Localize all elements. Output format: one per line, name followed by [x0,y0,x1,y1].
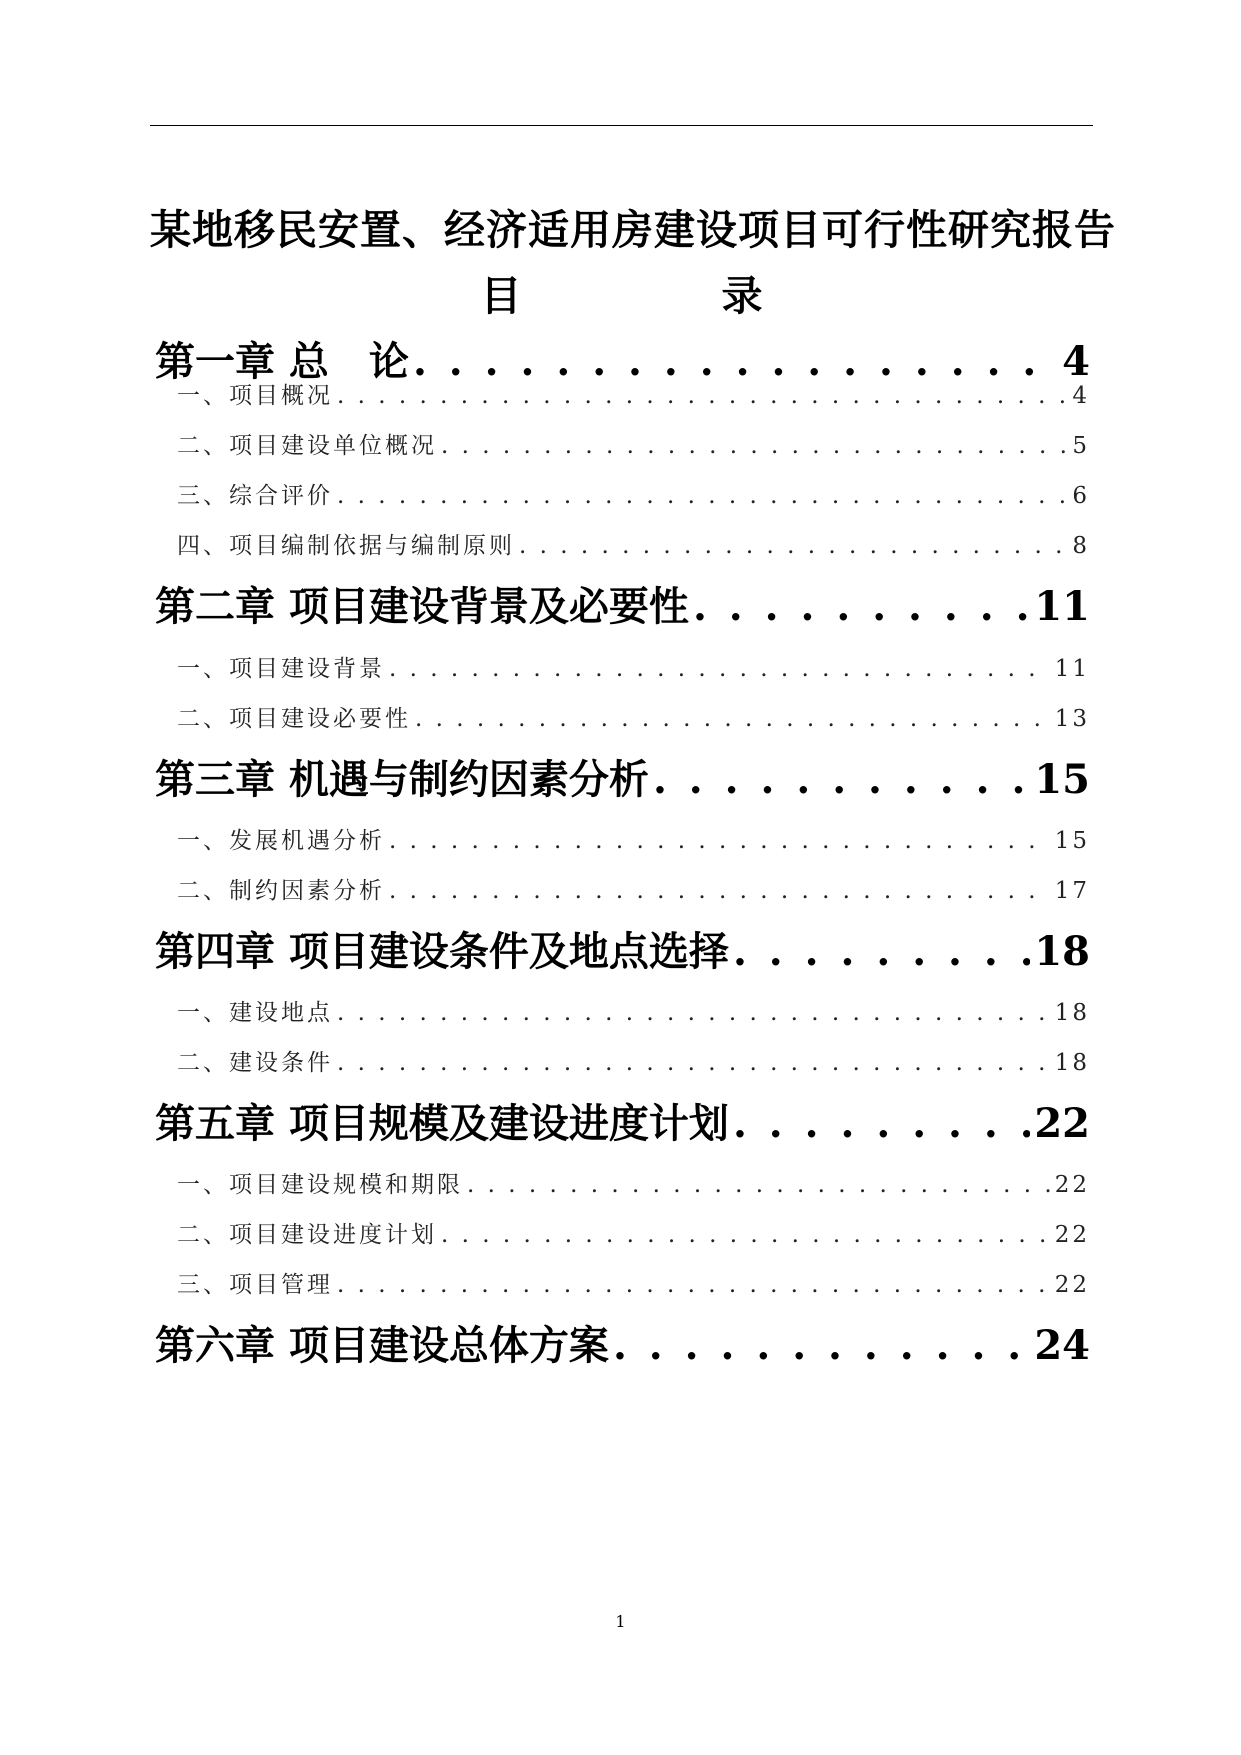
toc-entry-title: 二、建设条件 [177,1050,333,1076]
toc-entry-title: 一、项目建设背景 [177,656,385,682]
toc-chapter-entry[interactable] [155,1092,1090,1148]
toc-entry-title: 三、综合评价 [177,483,333,509]
toc-entry-page: 15 [1034,756,1090,803]
toc-section-entry[interactable] [155,872,1090,906]
toc-section-entry[interactable] [155,1044,1090,1078]
toc-entry-page: 17 [1054,878,1090,904]
toc-entry-title: 第六章 项目建设总体方案 [155,1322,609,1369]
toc-entry-title: 第五章 项目规模及建设进度计划 [155,1100,729,1147]
toc-section-entry[interactable] [155,427,1090,461]
toc-leader-dots [467,1172,1051,1198]
toc-section-entry[interactable] [155,1266,1090,1300]
toc-entry-page: 18 [1054,1050,1090,1076]
toc-entry-title: 二、项目建设进度计划 [177,1222,437,1248]
toc-chapter-entry[interactable] [155,920,1090,976]
toc-leader-dots [733,1100,1030,1147]
toc-section-entry[interactable] [155,994,1090,1028]
toc-leader-dots [441,433,1068,459]
toc-leader-dots [389,828,1051,854]
toc-entry-title: 第四章 项目建设条件及地点选择 [155,928,729,975]
toc-leader-dots [415,706,1051,732]
toc-leader-dots [337,383,1068,409]
toc-entry-page: 18 [1054,1000,1090,1026]
toc-entry-title: 三、项目管理 [177,1272,333,1298]
toc-entry-page: 4 [1072,383,1090,409]
toc-entry-title: 二、制约因素分析 [177,878,385,904]
toc-section-entry[interactable] [155,377,1090,411]
toc-chapter-entry[interactable] [155,748,1090,804]
toc-leader-dots [441,1222,1051,1248]
toc-section-entry[interactable] [155,1216,1090,1250]
toc-entry-page: 11 [1054,656,1090,682]
toc-section-entry[interactable] [155,700,1090,734]
toc-leader-dots [733,928,1030,975]
toc-entry-page: 18 [1034,928,1090,975]
toc-entry-title: 第一章 总 论 [155,338,409,385]
document-title: 某地移民安置、经济适用房建设项目可行性研究报告 [150,206,1116,254]
toc-entry-page: 22 [1054,1222,1090,1248]
toc-section-entry[interactable] [155,822,1090,856]
toc-entry-page: 22 [1054,1272,1090,1298]
toc-leader-dots [389,878,1051,904]
toc-entry-page: 11 [1034,583,1090,630]
toc-entry-page: 5 [1072,433,1090,459]
toc-section-entry[interactable] [155,527,1090,561]
header-rule [150,125,1093,126]
toc-entry-page: 13 [1054,706,1090,732]
toc-entry-title: 一、项目概况 [177,383,333,409]
toc-entry-page: 22 [1054,1172,1090,1198]
toc-entry-title: 二、项目建设必要性 [177,706,411,732]
toc-leader-dots [693,583,1030,630]
toc-entry-page: 15 [1054,828,1090,854]
toc-entry-title: 第二章 项目建设背景及必要性 [155,583,689,630]
toc-section-entry[interactable] [155,650,1090,684]
toc-entry-page: 4 [1062,338,1090,385]
toc-leader-dots [337,1050,1051,1076]
toc-chapter-entry[interactable] [155,575,1090,631]
toc-leader-dots [337,1272,1051,1298]
toc-section-entry[interactable] [155,477,1090,511]
page-number: 1 [615,1612,626,1631]
toc-heading [150,266,1093,326]
toc-chapter-entry[interactable] [155,1314,1090,1370]
toc-entry-page: 24 [1034,1322,1090,1369]
toc-leader-dots [653,756,1030,803]
toc-entry-page: 22 [1034,1100,1090,1147]
toc-leader-dots [613,1322,1030,1369]
toc-heading-char-1: 目 [480,272,522,320]
toc-entry-title: 一、建设地点 [177,1000,333,1026]
toc-entry-title: 第三章 机遇与制约因素分析 [155,756,649,803]
toc-section-entry[interactable] [155,1166,1090,1200]
toc-entry-page: 8 [1072,533,1090,559]
toc-leader-dots [389,656,1051,682]
toc-entry-title: 一、发展机遇分析 [177,828,385,854]
toc-entry-page: 6 [1072,483,1090,509]
toc-entry-title: 四、项目编制依据与编制原则 [177,533,515,559]
toc-leader-dots [337,483,1068,509]
toc-heading-char-2: 录 [721,272,763,320]
toc-leader-dots [337,1000,1051,1026]
toc-entry-title: 二、项目建设单位概况 [177,433,437,459]
toc-leader-dots [519,533,1068,559]
toc-entry-title: 一、项目建设规模和期限 [177,1172,463,1198]
